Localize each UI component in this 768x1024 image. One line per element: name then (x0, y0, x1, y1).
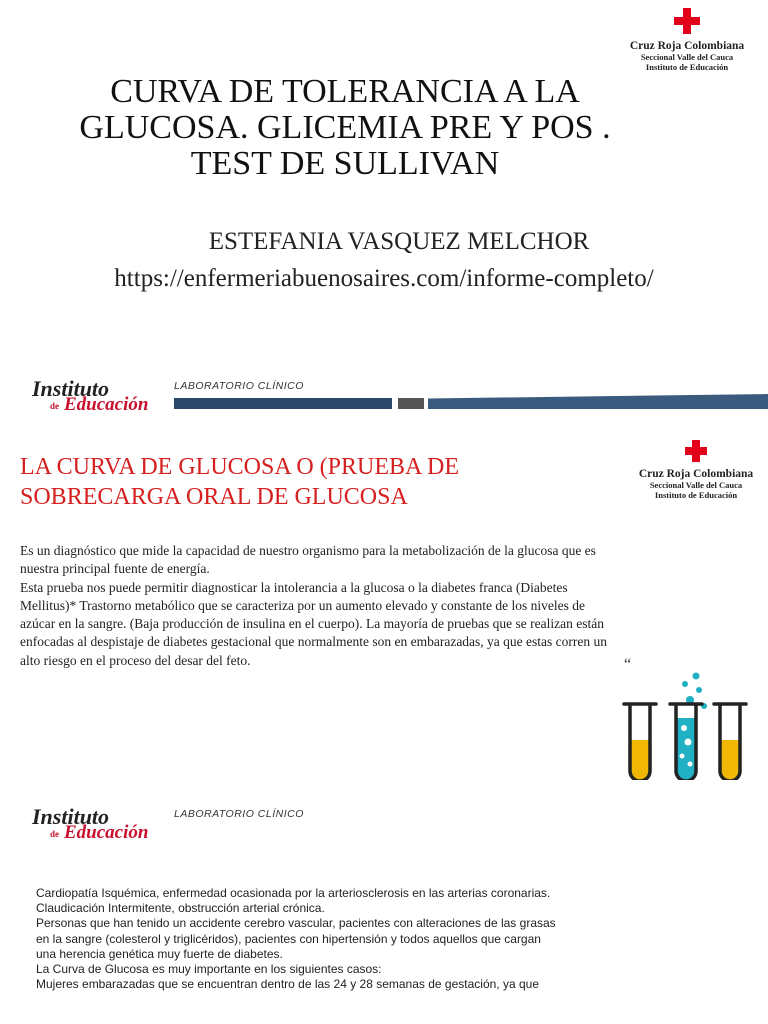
bubble (682, 681, 688, 687)
logo-line-3: Instituto de Educación (645, 62, 729, 72)
logo-line-1: Cruz Roja Colombiana (629, 40, 745, 52)
source-link[interactable]: https://enfermeriabuenosaires.com/informe-completo/ (114, 265, 654, 292)
logo-word-educacion: Educación (64, 394, 149, 415)
logo-word-instituto: Instituto (32, 804, 110, 829)
paragraph: Es un diagnóstico que mide la capacidad de nuestro organismo para la metabolización de la glucosa que es nuestra principal fuente de energía. (20, 543, 596, 577)
author-name: ESTEFANIA VASQUEZ MELCHOR (208, 228, 590, 255)
logo-line-3: Instituto de Educación (654, 490, 738, 500)
indications-text (36, 886, 556, 992)
paragraph: Claudicación Intermitente, obstrucción arterial crónica. (36, 901, 325, 916)
logo-word-instituto: Instituto (32, 376, 110, 401)
page-title: CURVA DE TOLERANCIA A LA GLUCOSA. GLICEMIA PRE Y POS . TEST DE SULLIVAN (79, 73, 611, 182)
author-block (0, 228, 768, 294)
description-text (20, 542, 608, 670)
bubble (685, 739, 692, 746)
bubble (681, 725, 687, 731)
bubble (696, 687, 702, 693)
slide-header (0, 800, 768, 860)
logo-word-educacion: Educación (64, 822, 149, 843)
quote-mark: “ (624, 656, 632, 673)
header-bar (174, 398, 392, 409)
red-cross-icon (674, 8, 700, 34)
logo-line-2: Seccional Valle del Cauca (640, 52, 734, 62)
paragraph: Mujeres embarazadas que se encuentran dentro de las 24 y 28 semanas de gestación, ya que (36, 977, 539, 992)
header-bar-separator (398, 398, 424, 409)
bubble (693, 673, 700, 680)
instituto-educacion-logo (32, 804, 162, 854)
test-tubes-icon (604, 670, 764, 780)
instituto-educacion-logo (32, 376, 162, 426)
logo-word-de: de (50, 829, 59, 839)
left-tube-liquid (630, 740, 650, 780)
title-slide (0, 0, 768, 352)
glucose-curve-slide (0, 352, 768, 780)
logo-line-1: Cruz Roja Colombiana (638, 468, 754, 480)
indications-slide (0, 780, 768, 1024)
header-bar-wedge (428, 394, 768, 409)
right-tube-liquid (720, 740, 740, 780)
lab-label: LABORATORIO CLÍNICO (174, 808, 304, 820)
section-title: LA CURVA DE GLUCOSA O (PRUEBA DE SOBRECARGA ORAL DE GLUCOSA (20, 454, 460, 510)
paragraph: Esta prueba nos puede permitir diagnosticar la intolerancia a la glucosa o la diabetes franca (Diabetes Mellitus)* Trastorno metabólico que se caracteriza por un aumento elevado y constante de los niveles de azúcar en la sangre. (Baja producción de insulina en el cuerpo). La mayoría de pruebas que se realizan están enfocadas al despistaje de diabetes gestacional que normalmente son en embarazadas, ya que estas corren un alto riesgo en el proceso del desar del feto. (20, 579, 608, 668)
bubble (680, 754, 685, 759)
red-cross-icon (685, 440, 707, 462)
slide-header (0, 372, 768, 432)
paragraph: La Curva de Glucosa es muy importante en los siguientes casos: (36, 962, 382, 977)
logo-line-2: Seccional Valle del Cauca (649, 480, 743, 490)
lab-label: LABORATORIO CLÍNICO (174, 380, 304, 392)
cruz-roja-logo (622, 8, 752, 72)
logo-word-de: de (50, 401, 59, 411)
cruz-roja-logo (634, 440, 758, 500)
paragraph: Cardiopatía Isquémica, enfermedad ocasionada por la arteriosclerosis en las arterias coronarias. (36, 886, 551, 900)
paragraph: Personas que han tenido un accidente cerebro vascular, pacientes con alteraciones de las grasas en la sangre (colesterol y triglicéridos), pacientes con hipertensión y todos aquellos que cargan una herencia genética muy fuerte de diabetes. (36, 916, 556, 961)
bubble (688, 762, 693, 767)
